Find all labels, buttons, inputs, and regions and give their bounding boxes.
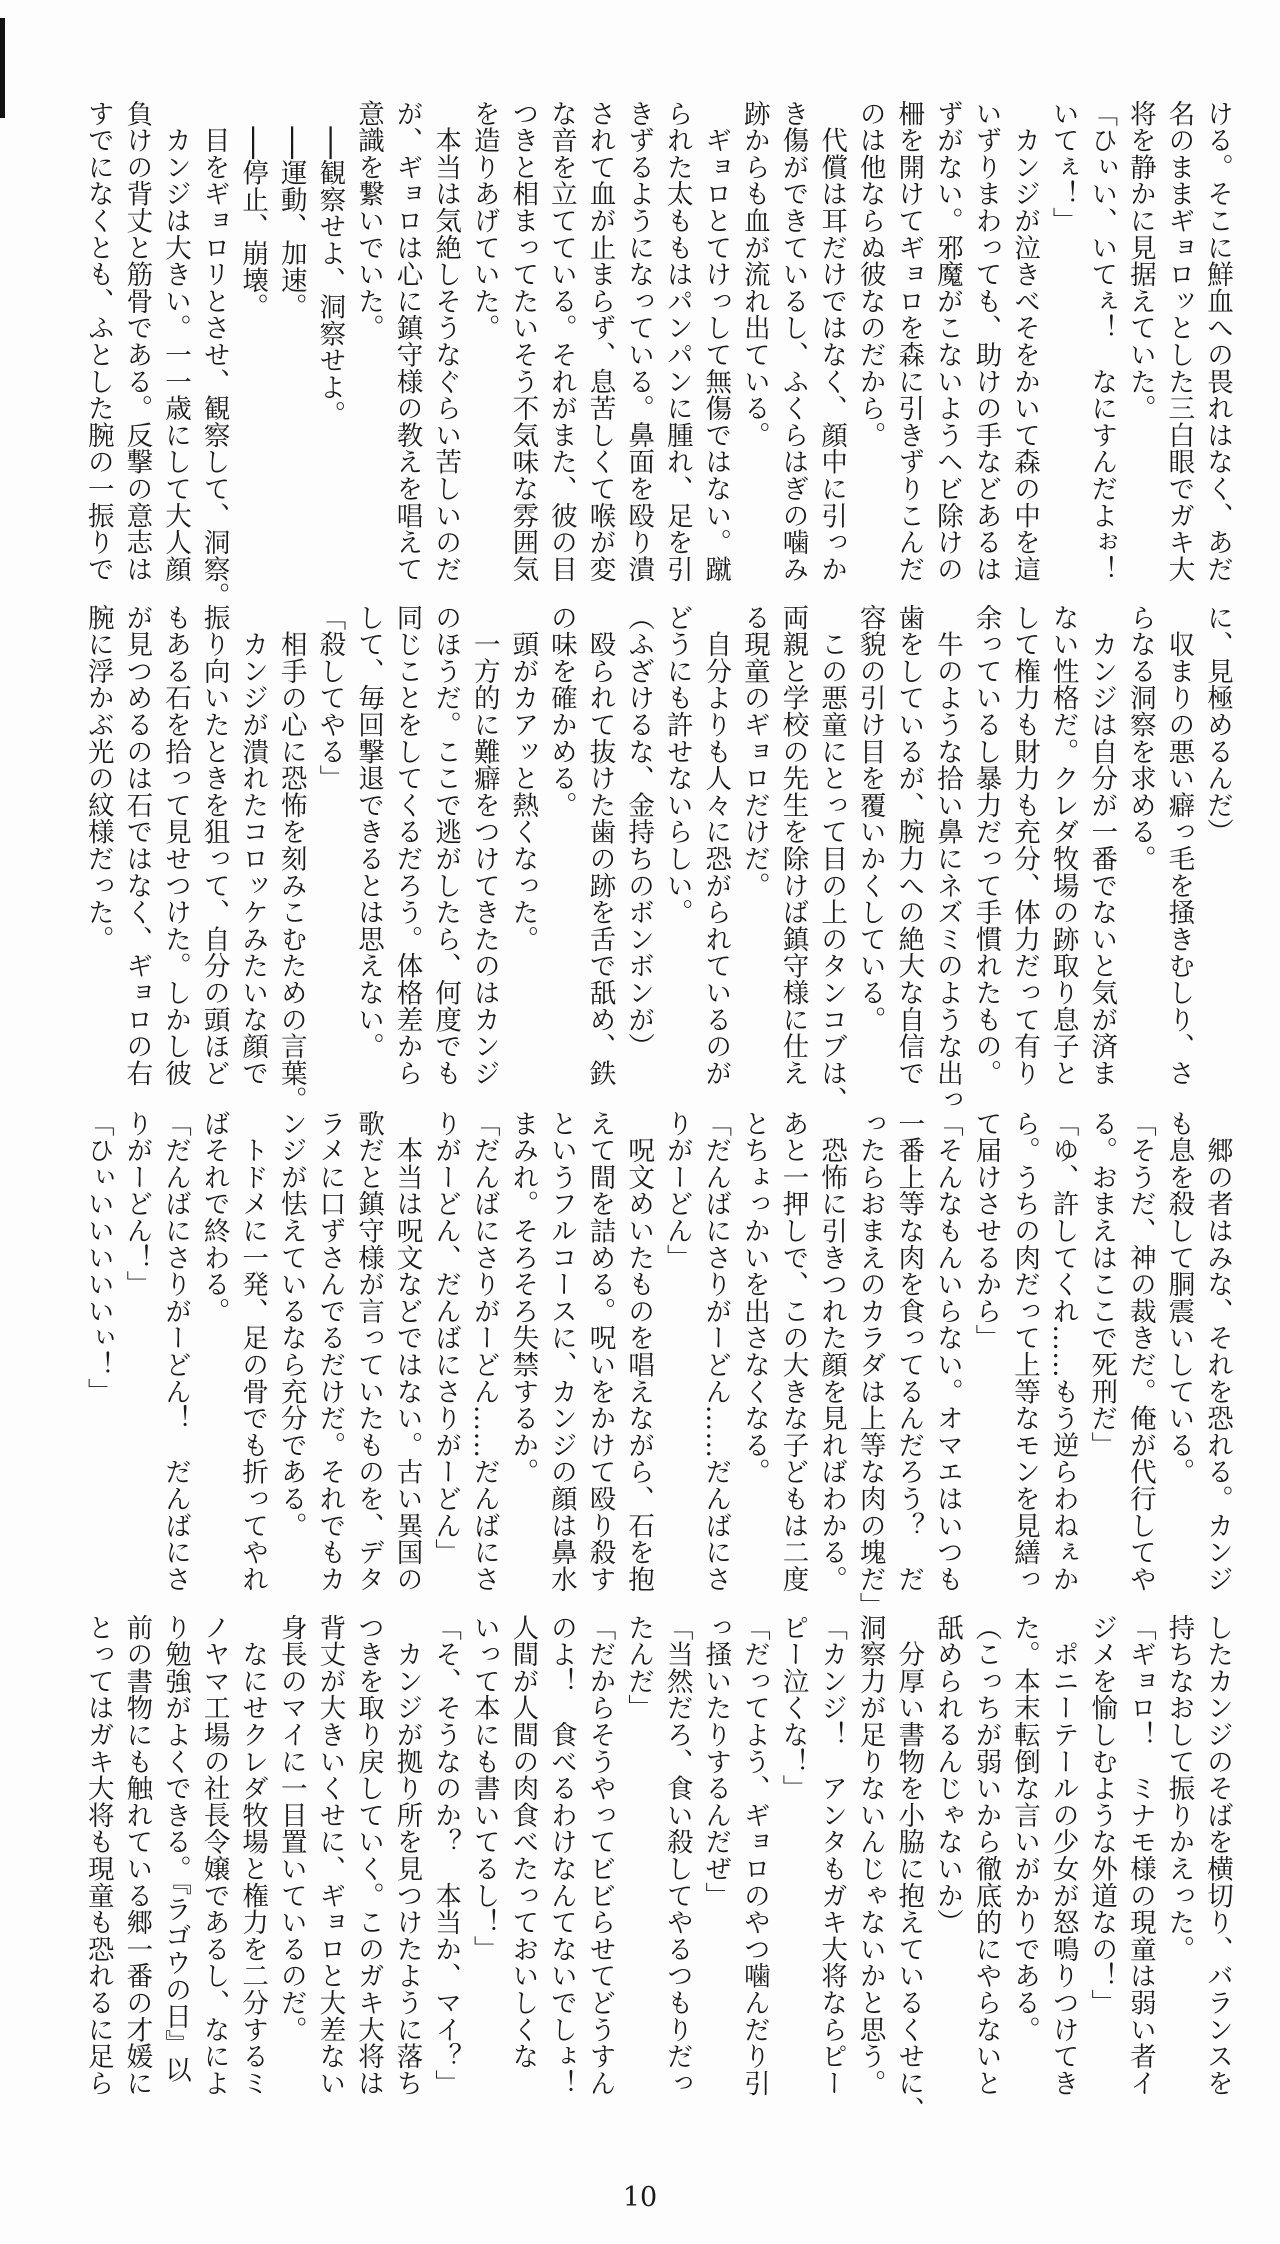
text-line: もある石を拾って見せつけた。しかし彼: [159, 604, 191, 1087]
text-line: 呪文めいたものを唱えながら、石を抱: [623, 1110, 655, 1593]
text-line: 本当は気絶しそうなぐらい苦しいのだ: [430, 100, 462, 583]
text-line: ──運動、加速。: [275, 100, 307, 321]
text-line: りがーどん」: [661, 1110, 693, 1271]
text-line: 「ひぃい、いてぇ！ なにすんだよぉ！: [1086, 100, 1118, 583]
text-line: とってはガキ大将も現童も恐れるに足ら: [82, 1614, 114, 2097]
text-line: 「そんなもんいらない。オマエはいつも: [931, 1110, 963, 1593]
text-line: られた太ももはパンパンに腫れ、足を引: [661, 100, 693, 583]
text-line: ポニーテールの少女が怒鳴りつけてき: [1047, 1614, 1079, 2097]
text-line: 人間が人間の肉食べたっておいしくな: [507, 1614, 539, 2070]
text-line: 「そ、そうなのか？ 本当か、マイ？」: [430, 1614, 462, 2097]
text-line: ジメを愉しむような外道なの！」: [1086, 1614, 1118, 2016]
text-line: らなる洞察を求める。: [1124, 604, 1156, 872]
text-line: も息を殺して胴震いしている。: [1163, 1110, 1195, 1486]
text-line: して、毎回撃退できるとは思えない。: [352, 604, 384, 1060]
text-line: 相手の心に恐怖を刻みこむための言葉。: [275, 604, 307, 1114]
text-line: ばそれで終わる。: [198, 1110, 230, 1325]
text-line: 余っているし暴力だって手慣れたもの。: [970, 604, 1002, 1087]
text-line: したカンジのそばを横切り、バランスを: [1202, 1614, 1233, 2097]
text-line: 「だからそうやってビビらせてどうすん: [584, 1614, 616, 2097]
text-line: （ふざけるな、金持ちのボンボンが）: [623, 604, 655, 1060]
text-line: （こっちが弱いから徹底的にやらないと: [970, 1614, 1002, 2097]
text-line: 一番上等な肉を食ってるんだろう？ だ: [893, 1110, 925, 1593]
text-block-1: [82, 100, 1236, 610]
text-line: のほうだ。ここで逃がしたら、何度でも: [430, 604, 462, 1087]
text-line: 「だんばにさりがーどん！ だんばにさ: [159, 1110, 191, 1593]
text-line: ラメに口ずさんでるだけだ。それでもカ: [314, 1110, 346, 1593]
text-line: 「だんばにさりがーどん……だんばにさ: [700, 1110, 732, 1593]
text-line: ンジが怯えているなら充分である。: [275, 1110, 307, 1539]
text-line: ら。うちの肉だって上等なモンを見繕っ: [1009, 1110, 1041, 1593]
text-block-3: [82, 1110, 1236, 1620]
text-line: 「ひぃいいいいいぃ！」: [82, 1110, 114, 1405]
text-line: されて血が止まらず、息苦しくて喉が変: [584, 100, 616, 583]
text-line: 名のままギョロッとした三白眼でガキ大: [1163, 100, 1195, 583]
text-line: 背丈が大きいくせに、ギョロと大差ない: [314, 1614, 346, 2097]
text-line: 柵を開けてギョロを森に引きずりこんだ: [893, 100, 925, 583]
text-line: なにせクレダ牧場と権力を二分するミ: [237, 1614, 269, 2097]
text-line: カンジが拠り所を見つけたように落ち: [391, 1614, 423, 2097]
text-line: 「だんばにさりがーどん……だんばにさ: [468, 1110, 500, 1593]
page-edge-mark: [0, 18, 5, 118]
text-line: して権力も財力も充分、体力だって有り: [1009, 604, 1041, 1087]
text-line: たんだ」: [623, 1614, 655, 1722]
text-line: 牛のような拾い鼻にネズミのような出っ: [931, 604, 963, 1114]
text-line: 「ギョロ！ ミナモ様の現童は弱い者イ: [1124, 1614, 1156, 2097]
text-line: 殴られて抜けた歯の跡を舌で舐め、鉄: [584, 604, 616, 1087]
text-line: 前の書物にも触れている郷一番の才媛に: [121, 1614, 153, 2097]
text-line: すでになくとも、ふとした腕の一振りで: [82, 100, 114, 583]
text-line: ──停止、崩壊。: [237, 100, 269, 321]
text-line: 「当然だろ、食い殺してやるつもりだっ: [661, 1614, 693, 2097]
text-line: る。おまえはここで死刑だ」: [1086, 1110, 1118, 1459]
text-line: 歯をしているが、腕力への絶大な自信で: [893, 604, 925, 1087]
text-line: 歌だと鎮守様が言っていたものを、デタ: [352, 1110, 384, 1593]
text-line: つきを取り戻していく。このガキ大将は: [352, 1614, 384, 2097]
text-line: というフルコースに、カンジの顔は鼻水: [545, 1110, 577, 1593]
text-line: の味を確かめる。: [545, 604, 577, 819]
text-line: カンジが泣きべそをかいて森の中を這: [1009, 100, 1041, 583]
text-line: 頭がカアッと熱くなった。: [507, 604, 539, 953]
text-line: どうにも許せないらしい。: [661, 604, 693, 926]
text-line: りがーどん、だんばにさりがーどん」: [430, 1110, 462, 1566]
text-line: 分厚い書物を小脇に抱えているくせに、: [893, 1614, 925, 2124]
text-line: 腕に浮かぶ光の紋様だった。: [82, 604, 114, 953]
text-line: のは他ならぬ彼なのだから。: [854, 100, 886, 449]
text-line: ノヤマ工場の社長令嬢であるし、なによ: [198, 1614, 230, 2097]
text-line: 「だってよう、ギョロのやつ噛んだり引: [738, 1614, 770, 2097]
text-line: ずがない。邪魔がこないようヘビ除けの: [931, 100, 963, 583]
text-line: 将を静かに見据えていた。: [1124, 100, 1156, 422]
text-line: た。本末転倒な言いがかりである。: [1009, 1614, 1041, 2043]
text-line: 自分よりも人々に恐がられているのが: [700, 604, 732, 1087]
text-line: に、見極めるんだ）: [1202, 604, 1233, 846]
text-line: 目をギョロリとさせ、観察して、洞察。: [198, 100, 230, 610]
text-line: 舐められるんじゃないか）: [931, 1614, 963, 1936]
text-line: ったらおまえのカラダは上等な肉の塊だ」: [854, 1110, 886, 1620]
text-line: 収まりの悪い癖っ毛を掻きむしり、さ: [1163, 604, 1195, 1087]
text-line: ない性格だ。クレダ牧場の跡取り息子と: [1047, 604, 1079, 1087]
text-line: き傷ができているし、ふくらはぎの噛み: [777, 100, 809, 583]
text-line: 代償は耳だけではなく、顔中に引っか: [816, 100, 848, 583]
text-line: 身長のマイに一目置いているのだ。: [275, 1614, 307, 2043]
text-line: 「殺してやる」: [314, 604, 346, 792]
text-block-4: [82, 1614, 1236, 2124]
text-line: 一方的に難癖をつけてきたのはカンジ: [468, 604, 500, 1087]
text-line: 「そうだ、神の裁きだ。俺が代行してや: [1124, 1110, 1156, 1593]
text-line: っ掻いたりするんだぜ」: [700, 1614, 732, 1909]
text-line: きずるようになっている。鼻面を殴り潰: [623, 100, 655, 583]
text-line: 本当は呪文などではない。古い異国の: [391, 1110, 423, 1593]
text-line: ピー泣くな！」: [777, 1614, 809, 1802]
text-line: 「ゆ、許してくれ……もう逆らわねぇか: [1047, 1110, 1079, 1593]
text-line: ける。そこに鮮血への畏れはなく、あだ: [1202, 100, 1233, 583]
text-line: 負けの背丈と筋骨である。反撃の意志は: [121, 100, 153, 583]
text-line: この悪童にとって目の上のタンコブは、: [816, 604, 848, 1114]
text-line: あと一押しで、この大きな子どもは二度: [777, 1110, 809, 1593]
text-line: り勉強がよくできる。『ラゴウの日』以: [159, 1614, 191, 2084]
text-line: を造りあげていた。: [468, 100, 500, 342]
text-line: カンジは自分が一番でないと気が済ま: [1086, 604, 1118, 1087]
text-line: 同じことをしてくるだろう。体格差から: [391, 604, 423, 1087]
text-line: が見つめるのは石ではなく、ギョロの右: [121, 604, 153, 1087]
text-line: 郷の者はみな、それを恐れる。カンジ: [1202, 1110, 1233, 1593]
text-line: カンジは大きい。一一歳にして大人顔: [159, 100, 191, 583]
text-line: 容貌の引け目を覆いかくしている。: [854, 604, 886, 1033]
text-line: 振り向いたときを狙って、自分の頭ほど: [198, 604, 230, 1087]
text-line: 持ちなおして振りかえった。: [1163, 1614, 1195, 1963]
text-line: 「カンジ！ アンタもガキ大将ならピー: [816, 1614, 848, 2097]
text-line: ──観察せよ、洞察せよ。: [314, 100, 346, 428]
text-line: ギョロとてけっして無傷ではない。蹴: [700, 100, 732, 583]
text-line: とちょっかいを出さなくなる。: [738, 1110, 770, 1486]
text-line: カンジが潰れたコロッケみたいな顔で: [237, 604, 269, 1087]
text-line: て届けさせるから」: [970, 1110, 1002, 1352]
text-line: いずりまわっても、助けの手などあるは: [970, 100, 1002, 583]
text-line: な音を立てている。それがまた、彼の目: [545, 100, 577, 583]
text-line: りがーどん！」: [121, 1110, 153, 1298]
text-line: 跡からも血が流れ出ている。: [738, 100, 770, 449]
text-line: のよ！ 食べるわけなんてないでしょ！: [545, 1614, 577, 2097]
text-line: いてぇ！」: [1047, 100, 1079, 234]
text-line: 両親と学校の先生を除けば鎮守様に仕え: [777, 604, 809, 1087]
text-block-2: [82, 604, 1236, 1114]
text-line: が、ギョロは心に鎮守様の教えを唱えて: [391, 100, 423, 583]
text-line: 意識を繋いでいた。: [352, 100, 384, 342]
text-line: いって本にも書いてるし！」: [468, 1614, 500, 1963]
text-line: えて間を詰める。呪いをかけて殴り殺す: [584, 1110, 616, 1593]
text-line: トドメに一発、足の骨でも折ってやれ: [237, 1110, 269, 1593]
page-number: 10: [622, 2182, 658, 2213]
text-line: る現童のギョロだけだ。: [738, 604, 770, 899]
text-line: 洞察力が足りないんじゃないかと思う。: [854, 1614, 886, 2097]
text-line: まみれ。そろそろ失禁するか。: [507, 1110, 539, 1486]
text-line: 恐怖に引きつれた顔を見ればわかる。: [816, 1110, 848, 1593]
text-line: つきと相まってたいそう不気味な雰囲気: [507, 100, 539, 583]
